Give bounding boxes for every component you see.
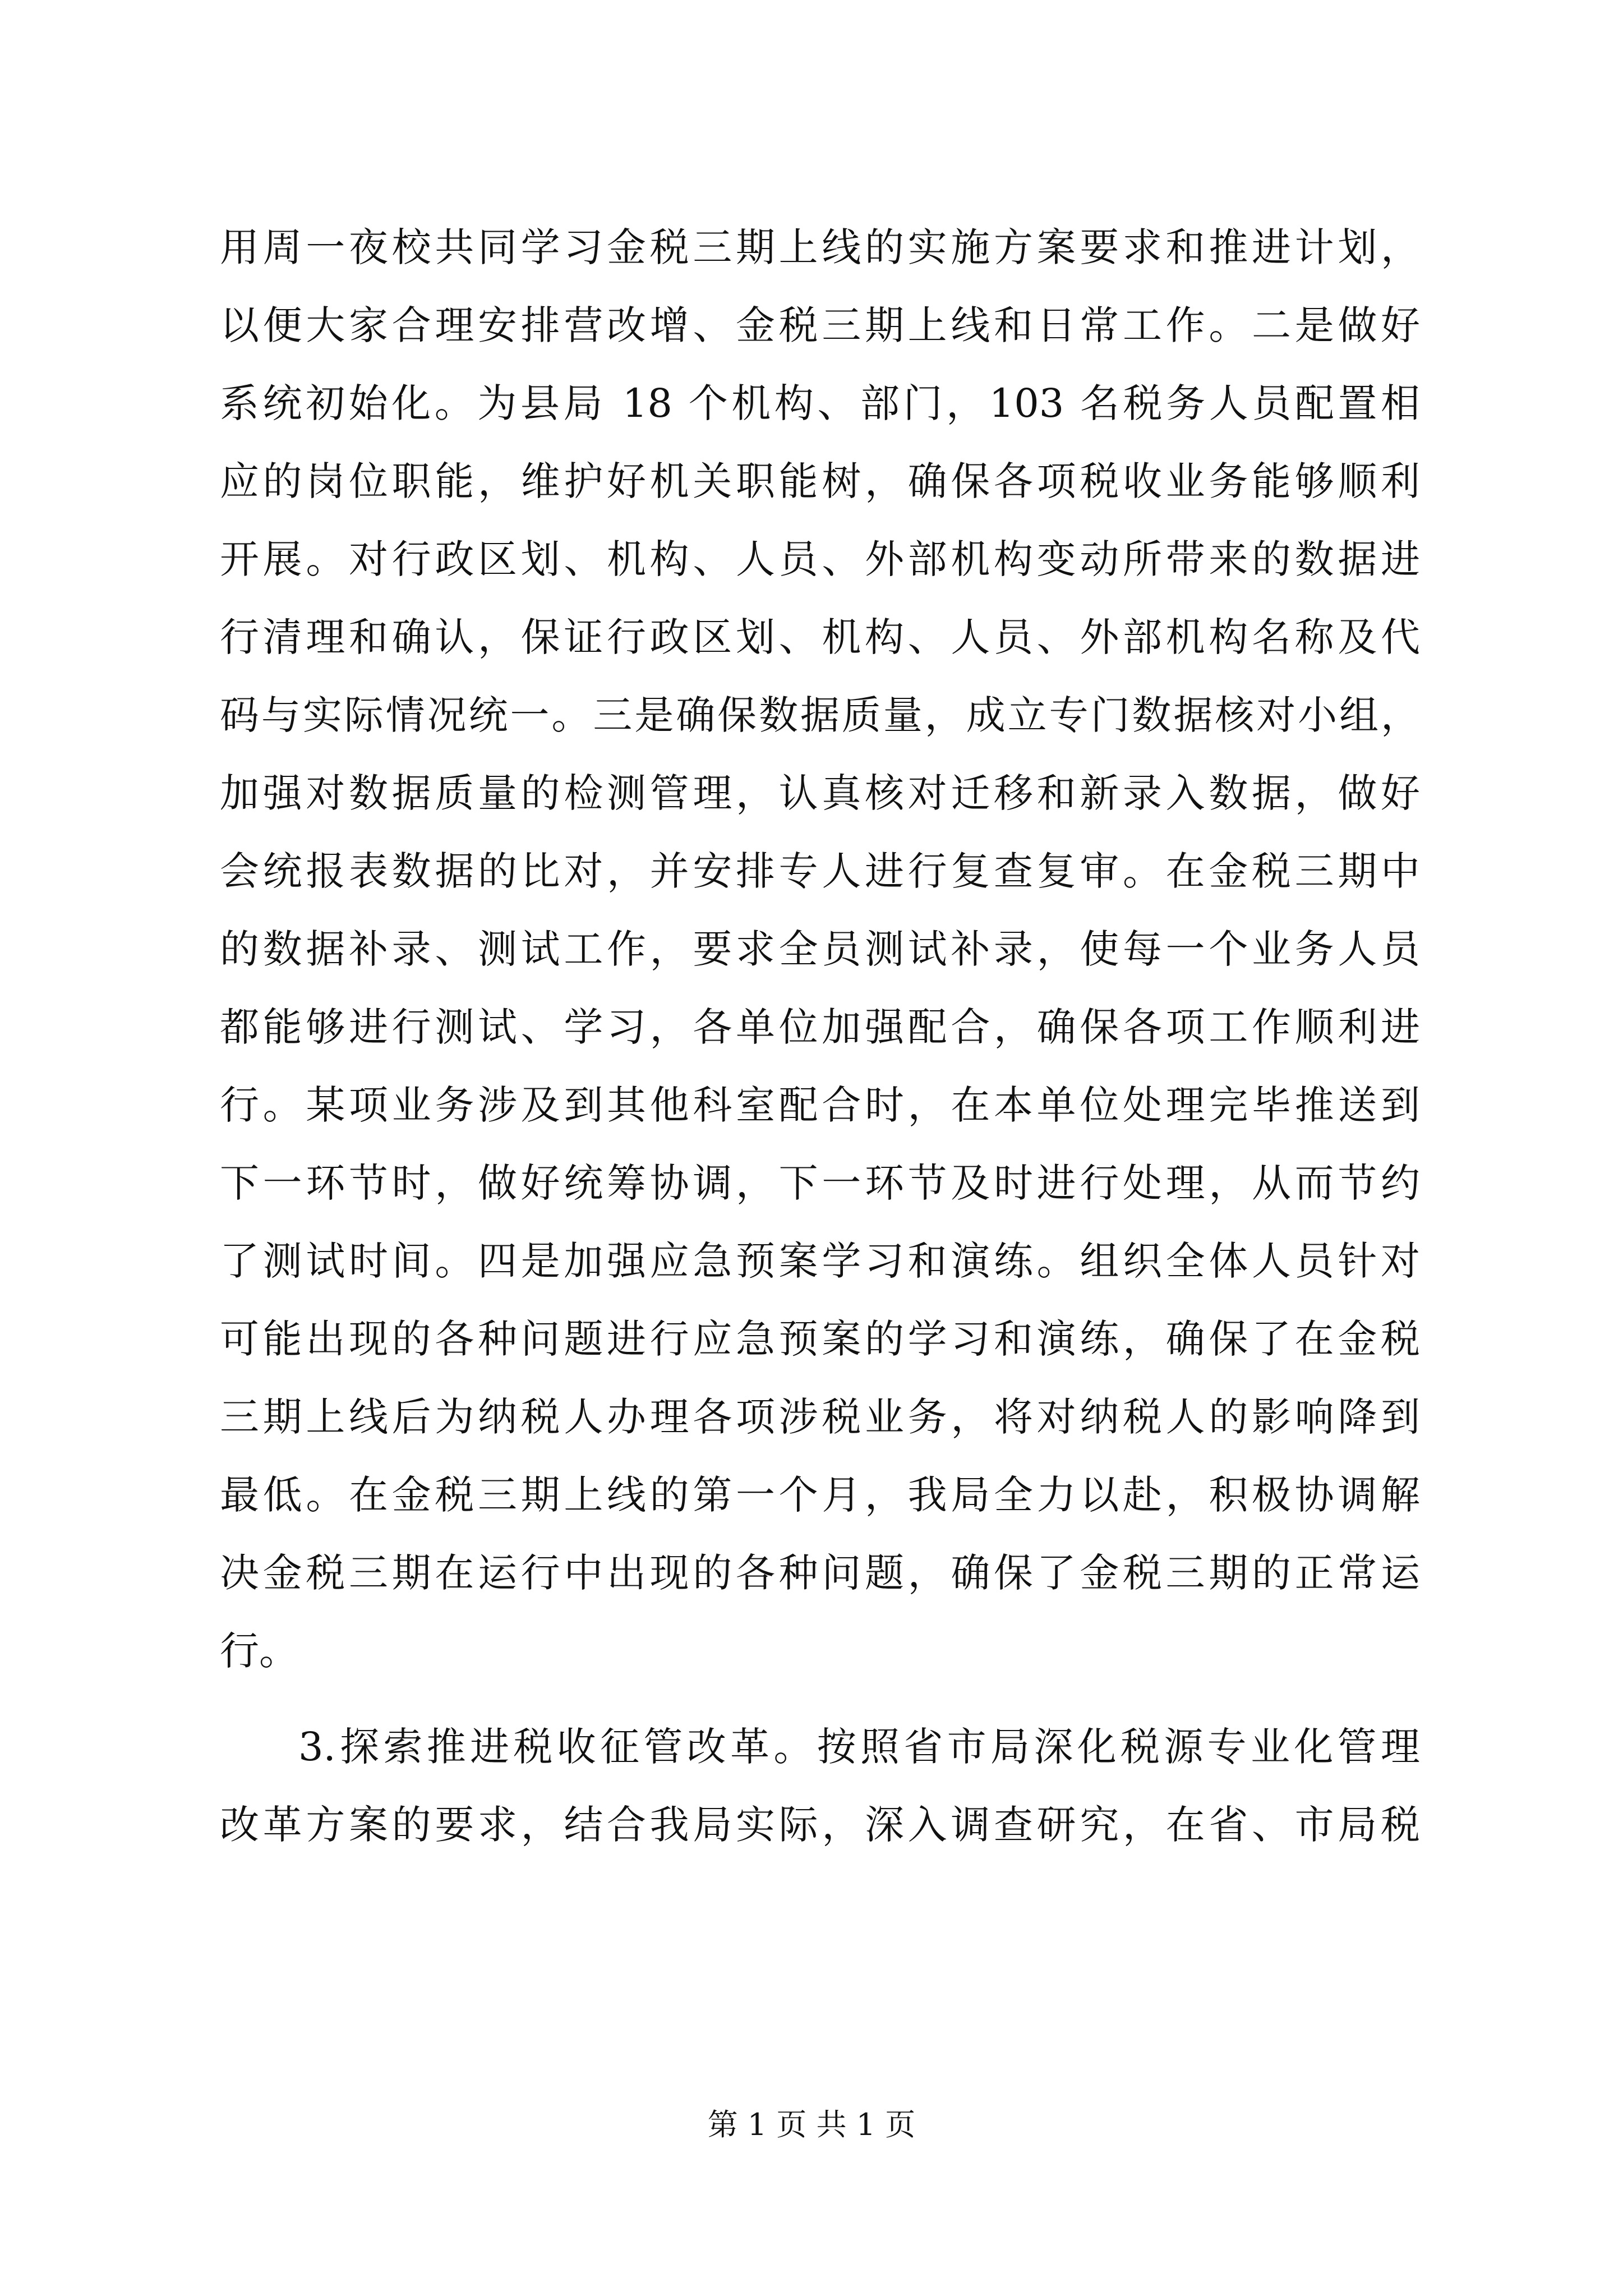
text-line: 行。某项业务涉及到其他科室配合时，在本单位处理完毕推送到 xyxy=(220,1082,1420,1128)
text-line: 最低。在金税三期上线的第一个月，我局全力以赴，积极协调解 xyxy=(220,1472,1420,1518)
text-line: 行清理和确认，保证行政区划、机构、人员、外部机构名称及代 xyxy=(220,614,1420,660)
text-line: 会统报表数据的比对，并安排专人进行复查复审。在金税三期中 xyxy=(220,848,1420,894)
text-line: 改革方案的要求，结合我局实际，深入调查研究，在省、市局税 xyxy=(220,1802,1420,1848)
text-line: 开展。对行政区划、机构、人员、外部机构变动所带来的数据进 xyxy=(220,536,1420,582)
text-line: 系统初始化。为县局 18 个机构、部门，103 名税务人员配置相 xyxy=(220,380,1420,426)
paragraph-1 xyxy=(220,209,1420,1690)
text-line: 决金税三期在运行中出现的各种问题，确保了金税三期的正常运 xyxy=(220,1550,1420,1596)
text-line: 的数据补录、测试工作，要求全员测试补录，使每一个业务人员 xyxy=(220,926,1420,972)
text-line: 都能够进行测试、学习，各单位加强配合，确保各项工作顺利进 xyxy=(220,1004,1420,1050)
text-line: 以便大家合理安排营改增、金税三期上线和日常工作。二是做好 xyxy=(220,302,1420,348)
paragraph-2 xyxy=(220,1708,1420,1864)
text-line: 下一环节时，做好统筹协调，下一环节及时进行处理，从而节约 xyxy=(220,1160,1420,1206)
text-line: 可能出现的各种问题进行应急预案的学习和演练，确保了在金税 xyxy=(220,1316,1420,1362)
text-line: 应的岗位职能，维护好机关职能树，确保各项税收业务能够顺利 xyxy=(220,458,1420,504)
page-number: 第 1 页 共 1 页 xyxy=(707,2107,916,2142)
paragraph-gap xyxy=(220,1690,1420,1708)
text-line: 3.探索推进税收征管改革。按照省市局深化税源专业化管理 xyxy=(298,1724,1420,1770)
text-line: 三期上线后为纳税人办理各项涉税业务，将对纳税人的影响降到 xyxy=(220,1394,1420,1440)
text-line: 行。 xyxy=(220,1628,298,1674)
body-text xyxy=(220,209,1420,1864)
text-line: 加强对数据质量的检测管理，认真核对迁移和新录入数据，做好 xyxy=(220,770,1420,816)
text-line: 了测试时间。四是加强应急预案学习和演练。组织全体人员针对 xyxy=(220,1238,1420,1284)
page-footer xyxy=(0,2101,1623,2144)
text-line: 用周一夜校共同学习金税三期上线的实施方案要求和推进计划， xyxy=(220,224,1420,270)
text-line: 码与实际情况统一。三是确保数据质量，成立专门数据核对小组， xyxy=(220,692,1420,738)
